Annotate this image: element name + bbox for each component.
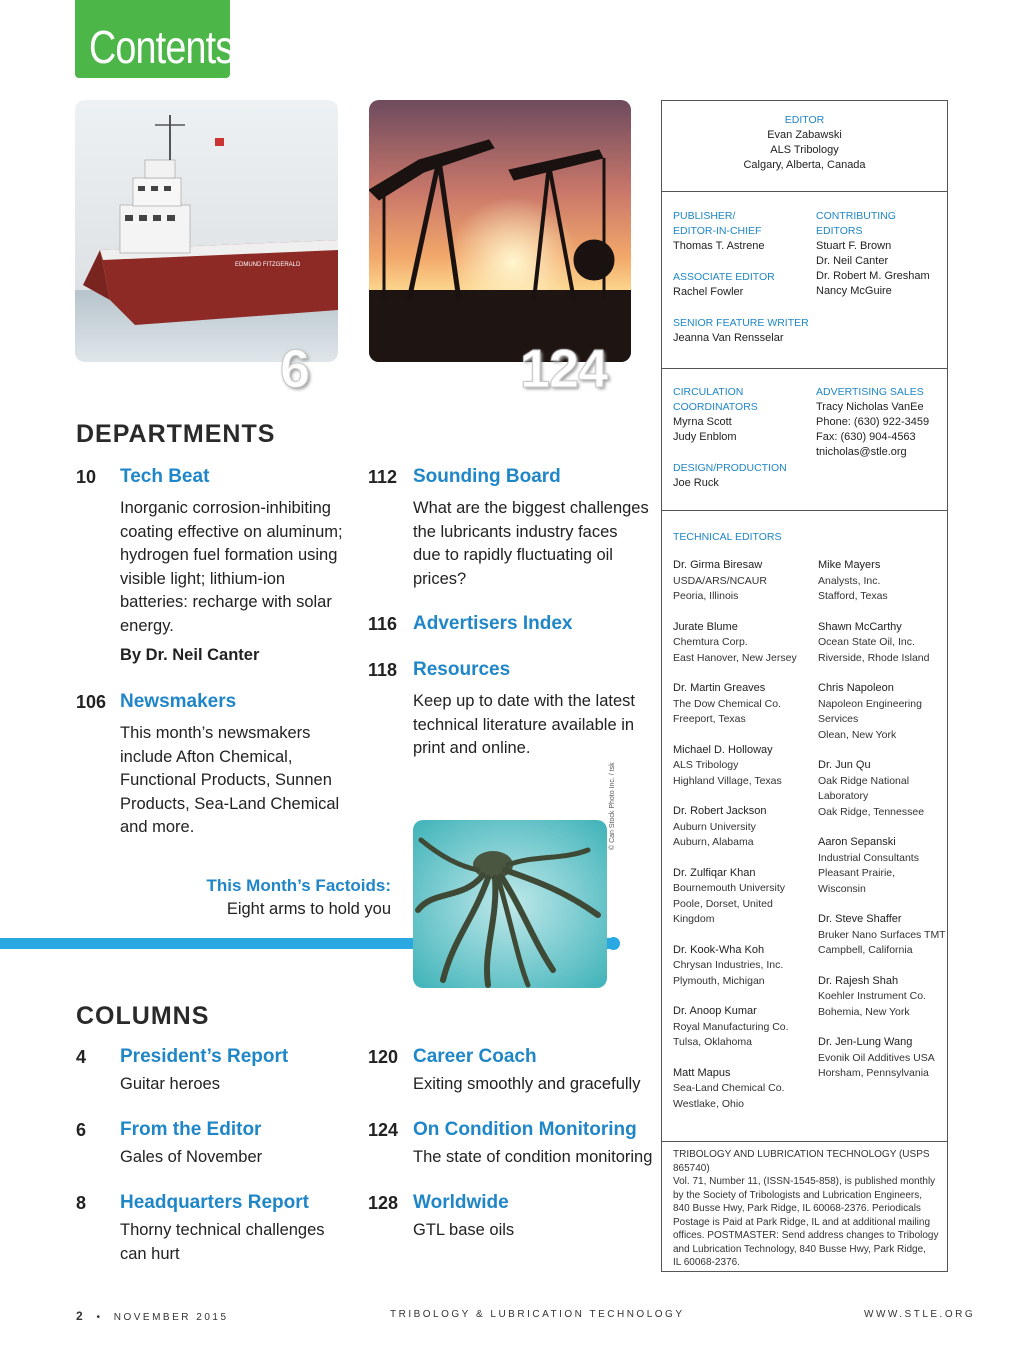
entry-title-presidents-report[interactable]: President’s Report <box>120 1046 289 1067</box>
entry-title-career-coach[interactable]: Career Coach <box>413 1046 537 1067</box>
photo-credit: © Can Stock Photo Inc. / tsk <box>609 762 616 850</box>
desc-line: coating effective on aluminum; <box>120 522 343 541</box>
footer-separator: • <box>96 1312 103 1323</box>
desc-line: include Afton Chemical, <box>120 747 293 766</box>
desc-line: print and online. <box>413 739 531 757</box>
advertising-fax: Fax: (630) 904-4563 <box>816 431 916 443</box>
technical-editor-affiliation: Chemtura Corp. <box>673 636 748 648</box>
entry-page-number: 120 <box>368 1047 399 1067</box>
entry-title-on-condition-monitoring[interactable]: On Condition Monitoring <box>413 1119 637 1140</box>
magazine-name: TRIBOLOGY & LUBRICATION TECHNOLOGY <box>390 1309 685 1320</box>
entry-description <box>413 497 649 591</box>
technical-editor-affiliation: Koehler Instrument Co. <box>818 990 926 1002</box>
senior-writer-label: SENIOR FEATURE WRITER <box>673 317 809 329</box>
entry-title-sounding-board[interactable]: Sounding Board <box>413 466 561 487</box>
factoid-subtitle: Eight arms to hold you <box>226 900 391 918</box>
entry-page-number: 106 <box>76 692 107 712</box>
entry-page-number: 128 <box>368 1193 399 1213</box>
technical-editor-affiliation: Campbell, California <box>818 944 913 956</box>
technical-editors-left <box>673 558 813 1127</box>
publisher-label: PUBLISHER/ <box>673 210 736 222</box>
divider-dot <box>607 937 620 950</box>
desc-line: can hurt <box>120 1244 180 1263</box>
entry-title-headquarters-report[interactable]: Headquarters Report <box>120 1192 309 1213</box>
legal-line: offices. POSTMASTER: Send address changes to Tribology <box>673 1230 939 1241</box>
technical-editor-entry <box>673 743 813 790</box>
entry-description: GTL base oils <box>413 1221 515 1239</box>
technical-editor-affiliation: Westlake, Ohio <box>673 1097 745 1110</box>
desc-line: Keep up to date with the latest <box>413 692 635 710</box>
entry-description <box>413 690 635 761</box>
technical-editor-entry <box>818 835 948 897</box>
design-label: DESIGN/PRODUCTION <box>673 462 787 474</box>
technical-editor-affiliation: Napoleon Engineering <box>818 697 922 710</box>
technical-editor-entry <box>673 558 813 605</box>
technical-editor-affiliation: Bohemia, New York <box>818 1005 910 1018</box>
entry-byline: By Dr. Neil Canter <box>120 646 260 664</box>
technical-editor-affiliation: USDA/ARS/NCAUR <box>673 574 767 587</box>
technical-editor-affiliation: Services <box>818 713 859 725</box>
technical-editor-affiliation: The Dow Chemical Co. <box>673 697 781 710</box>
contributing-name: Dr. Robert M. Gresham <box>816 270 930 282</box>
technical-editor-affiliation: Poole, Dorset, United <box>673 897 773 910</box>
technical-editor-affiliation: Ocean State Oil, Inc. <box>818 636 915 648</box>
legal-line: and Lubrication Technology, 840 Busse Hwy, Park Ridge, <box>673 1243 926 1255</box>
associate-label: ASSOCIATE EDITOR <box>673 271 775 283</box>
senior-writer-name: Jeanna Van Rensselar <box>673 332 784 344</box>
legal-line: TRIBOLOGY AND LUBRICATION TECHNOLOGY (USPS 865740) <box>673 1149 930 1174</box>
desc-line: visible light; lithium-ion <box>120 569 286 588</box>
masthead-publisher <box>673 209 809 346</box>
technical-editor-affiliation: Chrysan Industries, Inc. <box>673 959 784 971</box>
contributing-name: Nancy McGuire <box>816 285 892 297</box>
circulation-name: Myrna Scott <box>673 416 732 428</box>
technical-editor-affiliation: Highland Village, Texas <box>673 774 782 787</box>
technical-editor-affiliation: Horsham, Pennsylvania <box>818 1067 929 1079</box>
technical-editor-affiliation: Riverside, Rhode Island <box>818 651 930 664</box>
technical-editor-entry <box>818 758 948 820</box>
oil-pump-photo <box>369 100 631 362</box>
desc-line: prices? <box>413 569 467 588</box>
technical-editor-name: Dr. Jun Qu <box>818 759 871 771</box>
desc-line: the lubricants industry faces <box>413 522 618 541</box>
desc-line: What are the biggest challenges <box>413 499 649 517</box>
legal-line: IL 60068-2376. <box>673 1257 740 1268</box>
page-title: Contents <box>88 21 234 73</box>
technical-editor-affiliation: East Hanover, New Jersey <box>673 651 797 664</box>
desc-line: Products, Sea-Land Chemical <box>120 794 340 813</box>
technical-editor-affiliation: Auburn University <box>673 820 756 833</box>
technical-editor-entry <box>818 681 948 743</box>
technical-editor-name: Dr. Jen-Lung Wang <box>818 1036 913 1048</box>
publisher-name: Thomas T. Astrene <box>673 240 765 252</box>
technical-editor-entry <box>673 866 813 928</box>
technical-editor-entry <box>818 912 948 959</box>
technical-editor-entry <box>818 974 948 1021</box>
masthead-advertising <box>816 385 929 460</box>
advertising-email[interactable]: tnicholas@stle.org <box>816 446 907 458</box>
desc-line: batteries: recharge with solar <box>120 593 332 611</box>
technical-editor-affiliation: Pleasant Prairie, <box>818 867 896 879</box>
circulation-label: COORDINATORS <box>673 401 758 413</box>
advertising-label: ADVERTISING SALES <box>816 386 924 398</box>
desc-line: energy. <box>120 616 174 635</box>
technical-editor-name: Jurate Blume <box>673 620 738 633</box>
technical-editor-entry <box>818 558 948 605</box>
technical-editor-affiliation: Oak Ridge, Tennessee <box>818 805 925 818</box>
publication-statement <box>673 1148 947 1270</box>
technical-editor-affiliation: Olean, New York <box>818 728 897 741</box>
contents-header-tab <box>75 0 234 78</box>
entry-page-number: 10 <box>76 467 97 487</box>
technical-editor-affiliation: Industrial Consultants <box>818 851 919 864</box>
svg-text:EDMUND FITZGERALD: EDMUND FITZGERALD <box>235 262 301 268</box>
entry-title-newsmakers[interactable]: Newsmakers <box>120 691 237 712</box>
technical-editor-name: Aaron Sepanski <box>818 836 896 848</box>
technical-editor-name: Shawn McCarthy <box>818 620 902 633</box>
legal-line: 840 Busse Hwy, Park Ridge, IL 60068-2376. Periodicals <box>673 1203 921 1214</box>
desc-line: Thorny technical challenges <box>120 1221 325 1239</box>
technical-editor-name: Chris Napoleon <box>818 682 894 694</box>
entry-page-number: 118 <box>368 660 398 680</box>
technical-editor-name: Dr. Steve Shaffer <box>818 913 902 925</box>
desc-line: technical literature available in <box>413 715 635 734</box>
technical-editor-affiliation: Wisconsin <box>818 882 866 895</box>
technical-editor-affiliation: Analysts, Inc. <box>818 574 881 587</box>
masthead-box <box>661 100 948 1272</box>
design-name: Joe Ruck <box>673 477 719 489</box>
associate-name: Rachel Fowler <box>673 286 744 298</box>
entry-page-number: 4 <box>76 1047 87 1067</box>
entry-description: The state of condition monitoring <box>413 1148 653 1166</box>
technical-editor-entry <box>673 1066 813 1113</box>
technical-editor-name: Dr. Zulfiqar Khan <box>673 866 756 879</box>
technical-editor-name: Dr. Robert Jackson <box>673 805 767 817</box>
advertising-phone: Phone: (630) 922-3459 <box>816 416 930 428</box>
desc-line: due to rapidly fluctuating oil <box>413 546 613 564</box>
technical-editor-affiliation: Sea-Land Chemical Co. <box>673 1082 785 1094</box>
contributing-label: CONTRIBUTING <box>816 210 896 222</box>
technical-editor-name: Dr. Martin Greaves <box>673 682 766 694</box>
circulation-label: CIRCULATION <box>673 386 744 398</box>
masthead-contributing <box>816 209 930 299</box>
technical-editor-affiliation: Evonik Oil Additives USA <box>818 1051 935 1064</box>
technical-editor-affiliation: Auburn, Alabama <box>673 836 754 848</box>
technical-editor-name: Michael D. Holloway <box>673 743 773 756</box>
legal-line: Postage is Paid at Park Ridge, IL and at additional mailing <box>673 1216 931 1228</box>
masthead-divider <box>662 510 947 511</box>
issue-date: NOVEMBER 2015 <box>113 1312 229 1323</box>
factoid-title[interactable]: This Month’s Factoids: <box>206 876 391 895</box>
technical-editor-affiliation: ALS Tribology <box>673 759 739 771</box>
circulation-name: Judy Enblom <box>673 431 737 443</box>
technical-editor-name: Mike Mayers <box>818 559 881 571</box>
technical-editor-entry <box>818 1035 948 1082</box>
entry-title-worldwide[interactable]: Worldwide <box>413 1192 509 1213</box>
masthead-divider <box>662 191 947 192</box>
page-number: 2 <box>76 1309 86 1323</box>
masthead-divider <box>662 368 947 369</box>
editor-label: EDITOR <box>784 114 825 126</box>
technical-editor-name: Dr. Kook-Wha Koh <box>673 943 765 956</box>
technical-editor-name: Dr. Anoop Kumar <box>673 1005 757 1017</box>
contributing-name: Dr. Neil Canter <box>816 255 889 267</box>
technical-editor-affiliation: Freeport, Texas <box>673 713 746 725</box>
columns-heading: COLUMNS <box>76 1002 210 1030</box>
technical-editor-affiliation: Oak Ridge National <box>818 774 910 787</box>
technical-editor-name: Matt Mapus <box>673 1066 731 1079</box>
technical-editor-entry <box>673 620 813 667</box>
website-link[interactable]: WWW.STLE.ORG <box>864 1309 976 1320</box>
entry-page-number: 124 <box>368 1120 399 1140</box>
legal-line: Vol. 71, Number 11, (ISSN-1545-858), is published monthly <box>673 1176 936 1187</box>
desc-line: Inorganic corrosion-inhibiting <box>120 499 331 517</box>
advertising-name: Tracy Nicholas VanEe <box>816 401 924 413</box>
entry-description: Exiting smoothly and gracefully <box>413 1075 641 1093</box>
desc-line: Functional Products, Sunnen <box>120 771 332 789</box>
entry-title-resources[interactable]: Resources <box>413 659 511 680</box>
technical-editor-name: Dr. Girma Biresaw <box>673 559 763 571</box>
entry-page-number: 112 <box>368 467 398 487</box>
technical-editor-affiliation: Plymouth, Michigan <box>673 974 765 987</box>
entry-page-number: 6 <box>76 1120 87 1140</box>
desc-line: and more. <box>120 818 195 836</box>
entry-title-advertisers-index[interactable]: Advertisers Index <box>413 613 573 634</box>
masthead-divider <box>662 1141 947 1142</box>
technical-editor-affiliation: Peoria, Illinois <box>673 590 739 602</box>
entry-page-number: 116 <box>368 614 398 634</box>
entry-description: Guitar heroes <box>120 1075 220 1093</box>
technical-editor-affiliation: Royal Manufacturing Co. <box>673 1020 789 1033</box>
technical-editor-entry <box>673 681 813 728</box>
technical-editors-label: TECHNICAL EDITORS <box>673 531 782 543</box>
departments-heading: DEPARTMENTS <box>76 420 276 448</box>
entry-page-number: 8 <box>76 1193 87 1213</box>
ship-photo <box>75 100 338 362</box>
legal-line: by the Society of Tribologists and Lubrication Engineers, <box>673 1189 923 1201</box>
technical-editor-affiliation: Laboratory <box>818 790 869 802</box>
technical-editor-affiliation: Kingdom <box>673 913 715 925</box>
masthead-circulation <box>673 385 787 491</box>
editor-company: ALS Tribology <box>770 144 839 156</box>
octopus-photo <box>413 820 607 988</box>
ship-page-number: 6 <box>280 339 310 399</box>
technical-editor-name: Dr. Rajesh Shah <box>818 974 899 987</box>
technical-editor-entry <box>673 804 813 851</box>
technical-editor-entry <box>673 1004 813 1051</box>
oil-page-number: 124 <box>520 339 608 399</box>
technical-editor-affiliation: Bruker Nano Surfaces TMT <box>818 928 946 941</box>
entry-title-from-the-editor[interactable]: From the Editor <box>120 1119 262 1140</box>
publisher-label: EDITOR-IN-CHIEF <box>673 225 762 237</box>
entry-title-tech-beat[interactable]: Tech Beat <box>120 466 210 487</box>
entry-description <box>120 497 343 638</box>
editor-location: Calgary, Alberta, Canada <box>743 159 866 171</box>
masthead-editor <box>662 113 947 173</box>
contributing-name: Stuart F. Brown <box>816 240 892 252</box>
desc-line: This month’s newsmakers <box>120 724 311 742</box>
technical-editor-affiliation: Tulsa, Oklahoma <box>673 1036 752 1048</box>
technical-editor-entry <box>818 620 948 667</box>
entry-description <box>120 1219 325 1266</box>
technical-editor-affiliation: Bournemouth University <box>673 882 786 894</box>
technical-editor-entry <box>673 943 813 990</box>
editor-name: Evan Zabawski <box>767 129 842 141</box>
entry-description: Gales of November <box>120 1148 263 1166</box>
technical-editor-affiliation: Stafford, Texas <box>818 590 888 602</box>
contributing-label: EDITORS <box>816 225 863 237</box>
entry-description <box>120 722 339 840</box>
footer-left <box>76 1309 229 1323</box>
desc-line: hydrogen fuel formation using <box>120 546 338 564</box>
technical-editors-right <box>818 558 948 1097</box>
